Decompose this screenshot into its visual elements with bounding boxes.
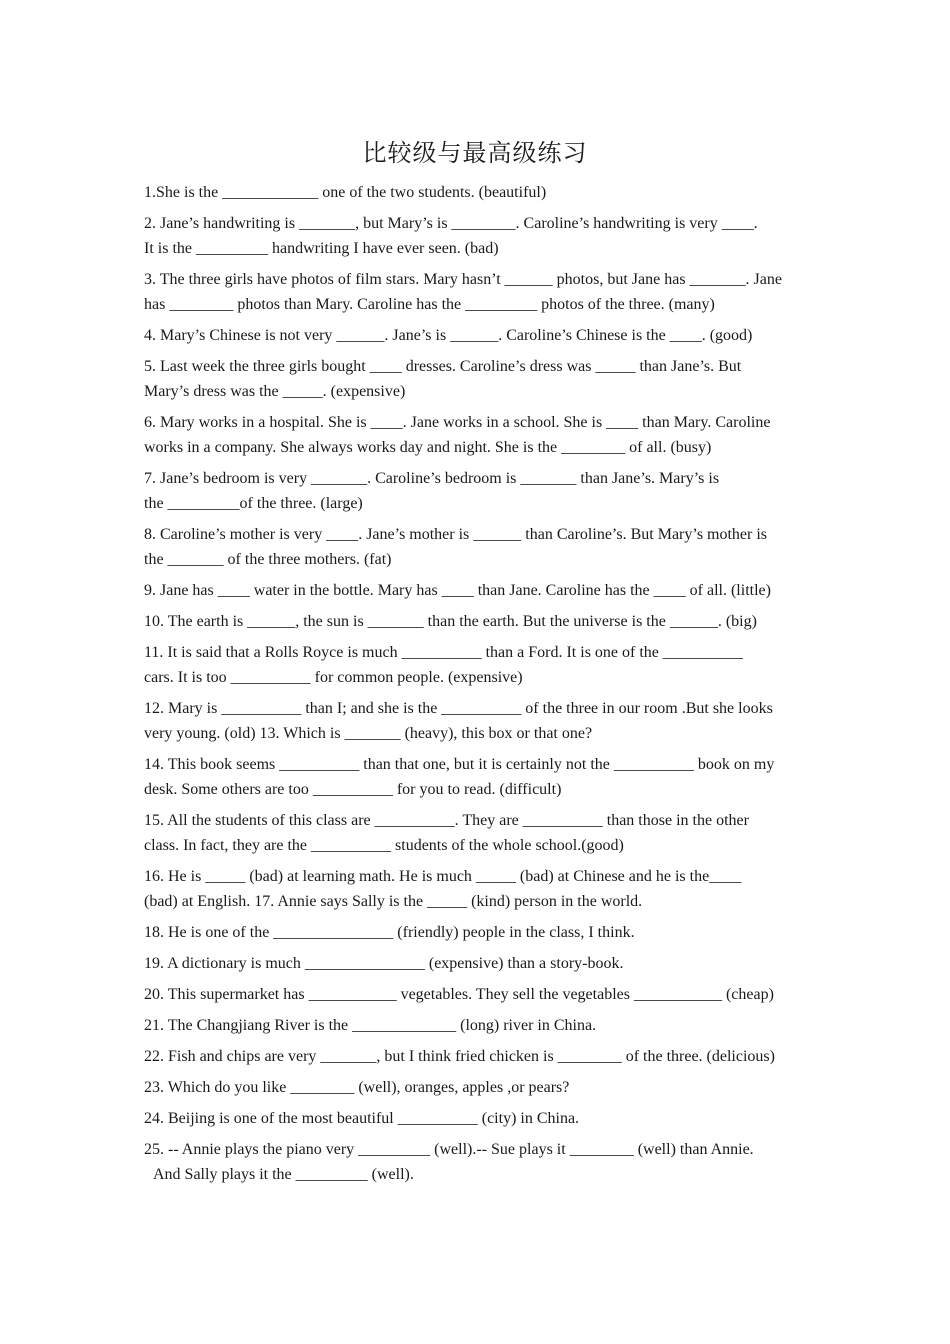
question-item bbox=[144, 1013, 808, 1038]
question-line: has ________ photos than Mary. Caroline has the _________ photos of the three. (many) bbox=[144, 296, 715, 313]
question-line: very young. (old) 13. Which is _______ (heavy), this box or that one? bbox=[144, 725, 593, 742]
question-line: 7. Jane’s bedroom is very _______. Caroline’s bedroom is _______ than Jane’s. Mary’s is bbox=[144, 470, 720, 487]
question-line: It is the _________ handwriting I have ever seen. (bad) bbox=[144, 240, 499, 257]
question-line: 11. It is said that a Rolls Royce is much __________ than a Ford. It is one of the __________ bbox=[144, 644, 743, 661]
question-item bbox=[144, 640, 808, 690]
question-line: 8. Caroline’s mother is very ____. Jane’s mother is ______ than Caroline’s. But Mary’s mother is bbox=[144, 526, 768, 543]
question-line: 5. Last week the three girls bought ____ dresses. Caroline’s dress was _____ than Jane’s. But bbox=[144, 358, 742, 375]
question-item bbox=[144, 267, 808, 317]
question-item bbox=[144, 466, 808, 516]
question-item bbox=[144, 1075, 808, 1100]
question-item bbox=[144, 578, 808, 603]
question-item bbox=[144, 1044, 808, 1069]
question-item bbox=[144, 522, 808, 572]
question-line: cars. It is too __________ for common people. (expensive) bbox=[144, 669, 523, 686]
question-line: 24. Beijing is one of the most beautiful __________ (city) in China. bbox=[144, 1110, 580, 1127]
question-line: 15. All the students of this class are __________. They are __________ than those in the other bbox=[144, 812, 749, 829]
question-line: 3. The three girls have photos of film stars. Mary hasn’t ______ photos, but Jane has _______. Jane bbox=[144, 271, 782, 288]
question-line: the _________of the three. (large) bbox=[144, 495, 363, 512]
question-line: And Sally plays it the _________ (well). bbox=[153, 1166, 414, 1183]
question-item bbox=[144, 1106, 808, 1131]
question-item bbox=[144, 982, 808, 1007]
question-item bbox=[144, 211, 808, 261]
question-line: 2. Jane’s handwriting is _______, but Mary’s is ________. Caroline’s handwriting is very ____. bbox=[144, 215, 758, 232]
question-line: the _______ of the three mothers. (fat) bbox=[144, 551, 392, 568]
question-line: 16. He is _____ (bad) at learning math. He is much _____ (bad) at Chinese and he is the____ bbox=[144, 868, 742, 885]
question-line: 22. Fish and chips are very _______, but I think fried chicken is ________ of the three. (delicious) bbox=[144, 1048, 775, 1065]
question-line: desk. Some others are too __________ for you to read. (difficult) bbox=[144, 781, 562, 798]
question-line: 9. Jane has ____ water in the bottle. Mary has ____ than Jane. Caroline has the ____ of all. (little) bbox=[144, 582, 771, 599]
question-line: works in a company. She always works day and night. She is the ________ of all. (busy) bbox=[144, 439, 712, 456]
question-item bbox=[144, 920, 808, 945]
question-list bbox=[144, 180, 808, 1193]
page-title: 比较级与最高级练习 bbox=[362, 139, 588, 167]
question-item bbox=[144, 354, 808, 404]
question-line: 14. This book seems __________ than that one, but it is certainly not the __________ book on my bbox=[144, 756, 775, 773]
question-line: 20. This supermarket has ___________ vegetables. They sell the vegetables ___________ (cheap) bbox=[144, 986, 774, 1003]
question-line: 4. Mary’s Chinese is not very ______. Jane’s is ______. Caroline’s Chinese is the ____. (good) bbox=[144, 327, 753, 344]
question-line: Mary’s dress was the _____. (expensive) bbox=[144, 383, 406, 400]
question-line: 25. -- Annie plays the piano very _________ (well).-- Sue plays it ________ (well) than Annie. bbox=[144, 1141, 754, 1158]
question-line: 19. A dictionary is much _______________ (expensive) than a story-book. bbox=[144, 955, 624, 972]
question-item bbox=[144, 180, 808, 205]
question-line: (bad) at English. 17. Annie says Sally is the _____ (kind) person in the world. bbox=[144, 893, 643, 910]
question-item bbox=[144, 752, 808, 802]
question-item bbox=[144, 410, 808, 460]
question-line: 12. Mary is __________ than I; and she is the __________ of the three in our room .But she looks bbox=[144, 700, 773, 717]
question-line: 23. Which do you like ________ (well), oranges, apples ,or pears? bbox=[144, 1079, 570, 1096]
question-item bbox=[144, 1137, 808, 1187]
question-item bbox=[144, 696, 808, 746]
question-line: 10. The earth is ______, the sun is _______ than the earth. But the universe is the ______. (big) bbox=[144, 613, 757, 630]
question-item bbox=[144, 323, 808, 348]
question-line: class. In fact, they are the __________ students of the whole school.(good) bbox=[144, 837, 624, 854]
question-line: 6. Mary works in a hospital. She is ____. Jane works in a school. She is ____ than Mary. Caroline bbox=[144, 414, 771, 431]
question-line: 18. He is one of the _______________ (friendly) people in the class, I think. bbox=[144, 924, 635, 941]
question-item bbox=[144, 951, 808, 976]
question-line: 1.She is the ____________ one of the two students. (beautiful) bbox=[144, 184, 547, 201]
question-item bbox=[144, 808, 808, 858]
question-item bbox=[144, 609, 808, 634]
question-line: 21. The Changjiang River is the _____________ (long) river in China. bbox=[144, 1017, 597, 1034]
question-item bbox=[144, 864, 808, 914]
